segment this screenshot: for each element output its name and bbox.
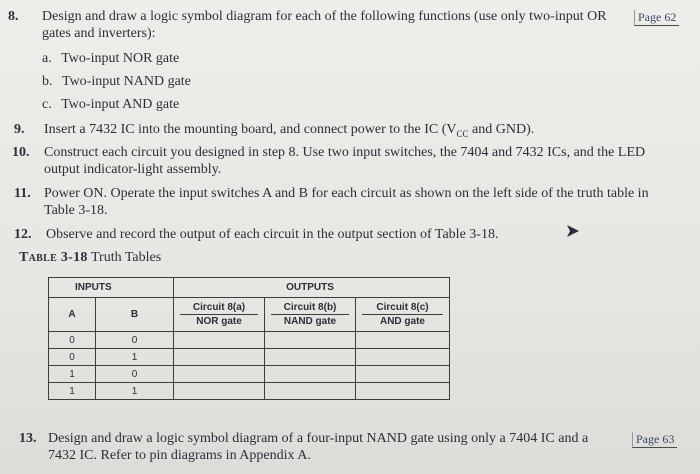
cell-b: 1: [96, 383, 174, 400]
cell-and-output[interactable]: [356, 383, 450, 400]
table-row: [49, 349, 450, 366]
step-text: Design and draw a logic symbol diagram of a four-input NAND gate using only a 7404 IC and a: [48, 431, 589, 446]
header-line: Circuit 8(a): [192, 302, 246, 313]
step-number: 10.: [12, 145, 30, 160]
cell-nand-output[interactable]: [265, 332, 356, 349]
header-line: NAND gate: [271, 314, 349, 327]
step-text: Design and draw a logic symbol diagram for each of the following functions (use only two-input OR: [42, 9, 607, 24]
step-8a: [42, 50, 179, 67]
truth-table: [48, 277, 450, 400]
cell-nor-output[interactable]: [174, 349, 265, 366]
step-text: output indicator-light assembly.: [44, 162, 222, 177]
header-line: AND gate: [362, 314, 443, 327]
cell-nand-output[interactable]: [265, 366, 356, 383]
cell-and-output[interactable]: [356, 332, 450, 349]
cell-and-output[interactable]: [356, 349, 450, 366]
header-line: Circuit 8(b): [283, 302, 337, 313]
cell-nor-output[interactable]: [174, 383, 265, 400]
table-caption-text: Truth Tables: [90, 250, 162, 265]
step-8c: [42, 96, 179, 113]
list-text: Two-input NAND gate: [62, 74, 191, 89]
cell-nor-output[interactable]: [174, 366, 265, 383]
step-text: Construct each circuit you designed in step 8. Use two input switches, the 7404 and 7432 ICs, and the LED: [44, 145, 646, 160]
table-row: [49, 332, 450, 349]
cell-b: 0: [96, 332, 174, 349]
list-text: Two-input AND gate: [61, 97, 180, 112]
page-63-badge: Page 63: [632, 432, 677, 448]
column-a-header: A: [49, 298, 96, 332]
inputs-header: INPUTS: [49, 278, 174, 298]
list-marker: a.: [42, 51, 52, 66]
column-circuit-8c-header: [356, 298, 450, 332]
cell-b: 1: [96, 349, 174, 366]
cell-a: 0: [49, 332, 96, 349]
column-circuit-8b-header: [265, 298, 356, 332]
table-caption-label: Table 3-18: [19, 250, 88, 265]
cell-nor-output[interactable]: [174, 332, 265, 349]
list-marker: b.: [42, 74, 53, 89]
step-number: 13.: [19, 431, 37, 446]
outputs-header: OUTPUTS: [265, 278, 356, 298]
step-8b: [42, 73, 191, 90]
cell-and-output[interactable]: [356, 366, 450, 383]
outputs-header-spacer: [356, 278, 450, 298]
table-caption: [19, 250, 161, 266]
step-number: 9.: [14, 122, 25, 137]
column-circuit-8a-header: [174, 298, 265, 332]
step-text: gates and inverters):: [42, 26, 156, 41]
cell-a: 1: [49, 383, 96, 400]
step-text: Power ON. Operate the input switches A and B for each circuit as shown on the left side of the truth table in: [44, 186, 649, 201]
outputs-header-spacer: [174, 278, 265, 298]
step-number: 11.: [14, 186, 31, 201]
step-number: 12.: [14, 227, 32, 242]
table-row: [49, 366, 450, 383]
header-line: NOR gate: [180, 314, 258, 327]
cell-nand-output[interactable]: [265, 349, 356, 366]
cell-nand-output[interactable]: [265, 383, 356, 400]
table-row: [49, 383, 450, 400]
step-text: Insert a 7432 IC into the mounting board, and connect power to the IC ($V_{CC}$ and GND).: [44, 122, 535, 139]
cell-a: 1: [49, 366, 96, 383]
cursor-arrow-icon: [565, 224, 581, 238]
header-line: Circuit 8(c): [376, 302, 429, 313]
step-text: Table 3-18.: [44, 203, 108, 218]
list-marker: c.: [42, 97, 52, 112]
column-b-header: B: [96, 298, 174, 332]
step-number: 8.: [8, 9, 19, 24]
step-text: Observe and record the output of each circuit in the output section of Table 3-18.: [46, 227, 499, 242]
cell-a: 0: [49, 349, 96, 366]
list-text: Two-input NOR gate: [61, 51, 180, 66]
cell-b: 0: [96, 366, 174, 383]
step-text: 7432 IC. Refer to pin diagrams in Appendix A.: [48, 448, 311, 463]
page-62-badge: Page 62: [634, 10, 679, 26]
